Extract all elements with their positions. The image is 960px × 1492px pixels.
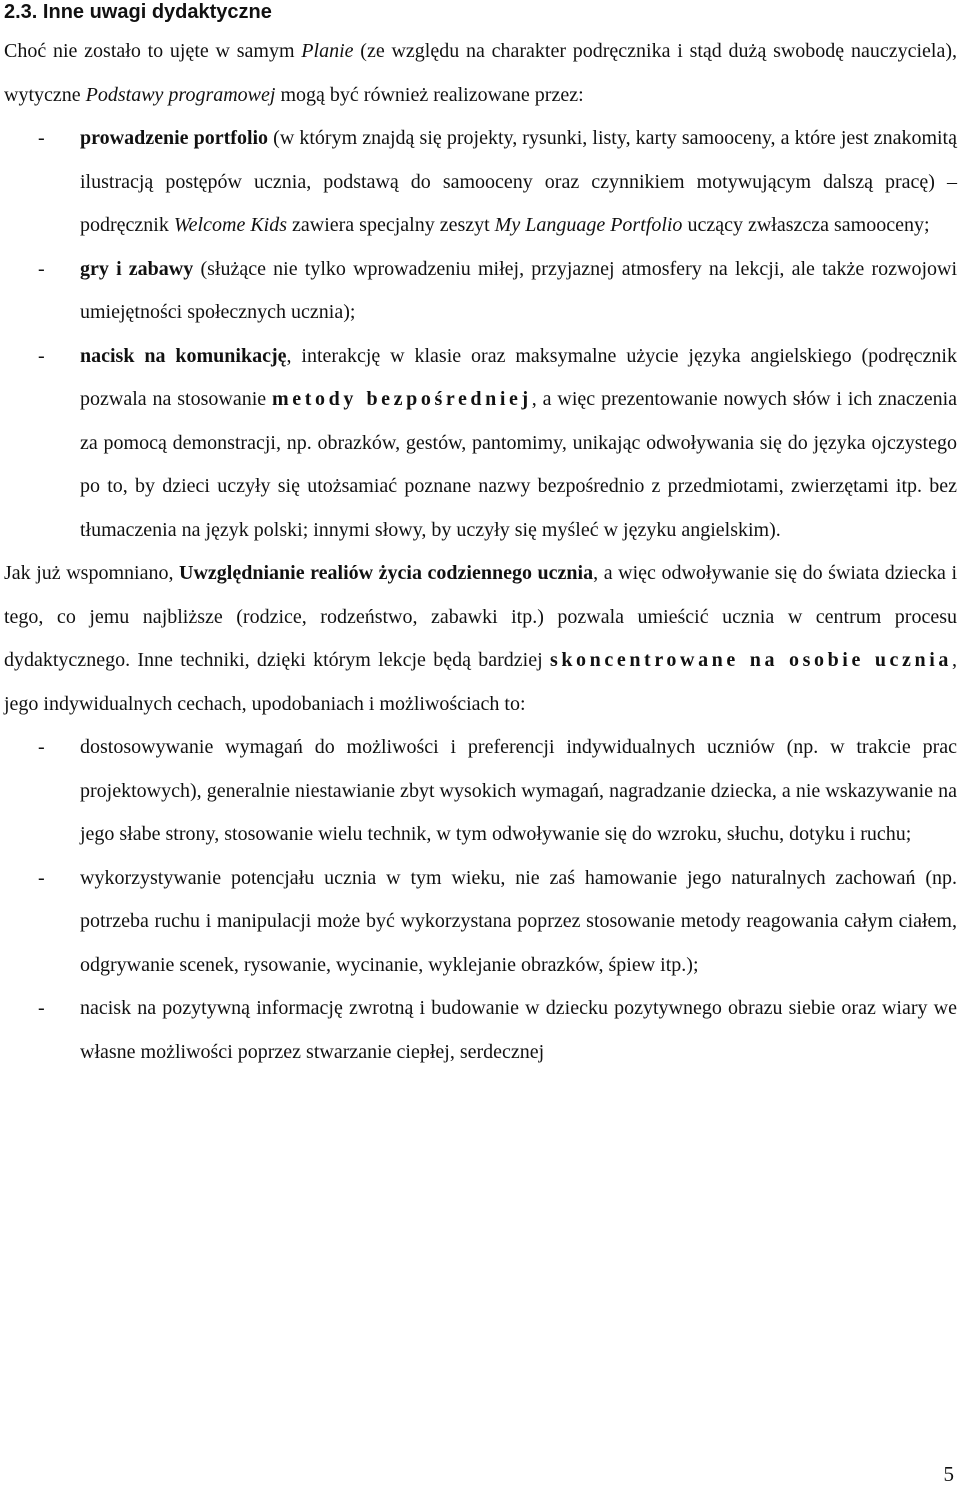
list-item-using-potential — [4, 857, 957, 988]
paragraph-bold-realia: Uwzględnianie realiów życia codziennego ucznia — [179, 562, 594, 584]
list-item-text: , a więc prezentowanie nowych słów i ich znaczenia za pomocą demonstracji, np. obrazków, gestów, pantomimy, unikając odwoływania się do języka ojczystego po to, by dzieci uczyły się utożsamiać poznane nazwy bezpośrednio z przedmiotami, zwierzętami itp. bez tłumaczenia na język polski; innymi słowy, by uczyły się myśleć w języku angielskim). — [80, 388, 957, 541]
paragraph-spaced-emphasis: skoncentrowane na osobie ucznia — [549, 649, 952, 671]
document-body — [4, 30, 957, 1074]
list-item-portfolio — [4, 117, 957, 248]
list-item-bold: prowadzenie portfolio — [80, 127, 269, 149]
list-item-text: (służące nie tylko wprowadzeniu miłej, przyjaznej atmosfery na lekcji, ale także rozwojowi umiejętności społecznych ucznia); — [80, 257, 957, 323]
list-item-bold: nacisk na komunikację — [80, 344, 287, 367]
list-dash: - — [38, 257, 45, 280]
second-paragraph — [4, 552, 957, 726]
intro-italic-podstawy: Podstawy programowej — [85, 83, 276, 106]
list-item-text: nacisk na pozytywną informację zwrotną i budowanie w dziecku pozytywnego obrazu siebie oraz wiary we własne możliwości poprzez stwarzanie ciepłej, serdecznej — [80, 997, 957, 1063]
page-number: 5 — [943, 1462, 954, 1486]
list-item-text: wykorzystywanie potencjału ucznia w tym wieku, nie zaś hamowanie jego naturalnych zachowań (np. potrzeba ruchu i manipulacji może być wykorzystana poprzez stosowanie metody reagowania całym ciałem, odgrywanie scenek, rysowanie, wycinanie, wyklejanie obrazków, śpiew itp.); — [80, 866, 957, 976]
list-item-bold: gry i zabawy — [80, 257, 194, 280]
list-item-positive-feedback — [4, 987, 957, 1074]
list-item-communication — [4, 335, 957, 553]
intro-italic-planie: Planie — [301, 40, 354, 62]
list-dash: - — [38, 997, 45, 1019]
list-item-text: (w którym znajdą się projekty, rysunki, listy, karty samooceny, a które jest znakomitą ilustracją postępów ucznia, podstawą do samooceny oraz czynnikiem motywującym dalszą pracę) – podręcznik — [80, 127, 957, 236]
list-item-games — [4, 248, 957, 335]
list-item-italic-my-language-portfolio: My Language Portfolio — [494, 214, 683, 236]
list-item-italic-welcome-kids: Welcome Kids — [173, 214, 287, 236]
list-item-adjusting-requirements — [4, 726, 957, 857]
intro-text-1: Choć nie zostało to ujęte w samym — [4, 40, 302, 62]
list-dash: - — [38, 344, 45, 367]
section-heading: 2.3. Inne uwagi dydaktyczne — [4, 1, 272, 23]
intro-text-2: (ze względu na charakter podręcznika i stąd dużą swobodę nauczyciela), wytyczne — [4, 40, 957, 106]
list-item-text: dostosowywanie wymagań do możliwości i preferencji indywidualnych uczniów (np. w trakcie prac projektowych), generalnie niestawianie zbyt wysokich wymagań, nagradzanie dziecka, a nie wskazywanie na jego słabe strony, stosowanie wielu technik, w tym odwoływanie się do wzroku, słuchu, dotyku i ruchu; — [80, 736, 957, 845]
list-item-text: , interakcję w klasie oraz maksymalne użycie języka angielskiego (podręcznik pozwala na stosowanie — [80, 344, 957, 410]
list-item-text: zawiera specjalny zeszyt — [287, 214, 495, 236]
list-dash: - — [38, 127, 45, 149]
list-student-centered-techniques — [4, 726, 957, 1074]
list-dash: - — [38, 736, 45, 758]
intro-text-3: mogą być również realizowane przez: — [275, 83, 584, 106]
paragraph-text-3: , jego indywidualnych cechach, upodobaniach i możliwościach to: — [4, 649, 957, 715]
list-item-text: uczący zwłaszcza samooceny; — [682, 214, 930, 236]
list-dash: - — [38, 866, 45, 889]
list-item-spaced-emphasis: metody bezpośredniej — [272, 388, 532, 410]
paragraph-text-1: Jak już wspomniano, — [4, 562, 180, 584]
intro-paragraph — [4, 30, 957, 117]
paragraph-text-2: , a więc odwoływanie się do świata dziecka i tego, co jemu najbliższe (rodzice, rodzeństwo, zabawki itp.) pozwala umieścić ucznia w centrum procesu dydaktycznego. Inne techniki, dzięki którym lekcje będą bardziej — [4, 562, 957, 671]
list-realization-methods — [4, 117, 957, 552]
